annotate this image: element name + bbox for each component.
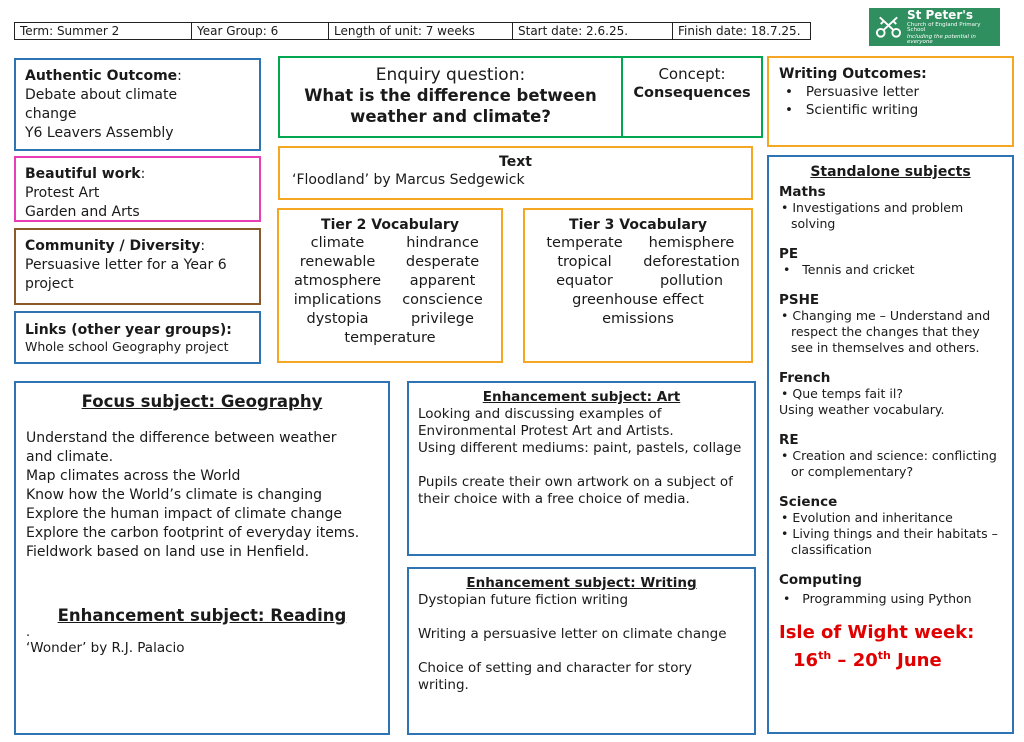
vocab-word: hemisphere — [648, 235, 735, 251]
length-cell: Length of unit: 7 weeks — [329, 23, 513, 39]
focus-subject-box — [14, 381, 390, 735]
maths-label: Maths — [779, 184, 826, 200]
pshe-item-cont: see in themselves and others. — [791, 340, 980, 355]
colon: : — [140, 166, 146, 182]
year-group-cell: Year Group: 6 — [192, 23, 329, 39]
writing-outcome-item: • Persuasive letter — [785, 84, 920, 100]
finish-date-cell: Finish date: 18.7.25. — [678, 24, 801, 38]
re-item: • Creation and science: conflicting — [781, 448, 997, 463]
reading-dot: . — [26, 625, 31, 640]
re-label: RE — [779, 432, 799, 448]
pshe-item: • Changing me – Understand and — [781, 308, 991, 323]
focus-line: Explore the human impact of climate change — [26, 506, 343, 522]
vocab-word: climate — [310, 235, 365, 251]
vocab-word: emissions — [602, 311, 674, 327]
maths-item: • Investigations and problem — [781, 200, 964, 215]
computing-label: Computing — [779, 572, 862, 588]
focus-line: Know how the World’s climate is changing — [26, 487, 323, 503]
art-subject-box — [407, 381, 756, 556]
beautiful-line: Garden and Arts — [25, 204, 140, 220]
science-item: • Evolution and inheritance — [781, 510, 953, 525]
computing-item: • Programming using Python — [783, 591, 972, 606]
links-box — [14, 311, 261, 364]
vocab-word: desperate — [405, 254, 480, 270]
concept-value: Consequences — [633, 85, 751, 101]
standalone-title: Standalone subjects — [810, 164, 971, 180]
tier3-vocabulary-box — [523, 208, 753, 363]
science-item-cont: classification — [791, 542, 872, 557]
vocab-word: privilege — [411, 311, 474, 327]
authentic-line: change — [25, 106, 77, 122]
reading-title: Enhancement subject: Reading — [57, 606, 347, 625]
authentic-line: Debate about climate — [25, 87, 178, 103]
concept-box — [621, 56, 763, 138]
art-line: Using different mediums: paint, pastels, collage — [418, 440, 742, 456]
vocab-word: equator — [556, 273, 613, 289]
writing-line: writing. — [418, 677, 469, 693]
writing-subject-box — [407, 567, 756, 735]
vocab-word: apparent — [409, 273, 476, 289]
vocab-word: dystopia — [306, 311, 369, 327]
text-value: ‘Floodland’ by Marcus Sedgewick — [292, 172, 525, 188]
art-line: their choice with a free choice of media. — [418, 491, 690, 507]
isle-of-wight-heading: Isle of Wight week: — [779, 622, 975, 643]
beautiful-work-label: Beautiful work — [25, 166, 141, 182]
tier2-label: Tier 2 Vocabulary — [321, 217, 459, 233]
focus-line: Explore the carbon footprint of everyday items. — [26, 525, 360, 541]
vocab-word: pollution — [659, 273, 724, 289]
links-label: Links (other year groups): — [25, 322, 232, 338]
focus-title: Focus subject: Geography — [81, 392, 323, 411]
links-text: Whole school Geography project — [25, 339, 229, 354]
vocab-word: greenhouse effect — [572, 292, 704, 308]
start-date-cell: Start date: 2.6.25. — [513, 23, 673, 39]
art-title: Enhancement subject: Art — [482, 389, 681, 405]
focus-line: and climate. — [26, 449, 114, 465]
art-line: Pupils create their own artwork on a subject of — [418, 474, 733, 490]
vocab-word: tropical — [557, 254, 612, 270]
french-item: • Que temps fait il? — [781, 386, 903, 401]
writing-line: Writing a persuasive letter on climate change — [418, 626, 727, 642]
art-line: Environmental Protest Art and Artists. — [418, 423, 674, 439]
enquiry-question-line: weather and climate? — [350, 107, 551, 126]
beautiful-work-box — [14, 156, 261, 222]
vocab-word: renewable — [299, 254, 376, 270]
french-label: French — [779, 370, 831, 386]
community-line: Persuasive letter for a Year 6 — [25, 257, 227, 273]
reading-value: ‘Wonder’ by R.J. Palacio — [26, 640, 185, 656]
community-diversity-box — [14, 228, 261, 305]
text-box — [278, 146, 753, 200]
standalone-subjects-box — [767, 155, 1014, 734]
logo-name: St Peter's — [906, 7, 974, 22]
keys-icon — [874, 14, 903, 40]
logo-tagline: Including the potential in everyone — [906, 33, 976, 45]
writing-line: Dystopian future fiction writing — [418, 592, 629, 608]
writing-outcomes-label: Writing Outcomes: — [779, 66, 927, 82]
colon: : — [200, 238, 206, 254]
pe-item: • Tennis and cricket — [783, 262, 915, 277]
vocab-word: deforestation — [643, 254, 740, 270]
vocab-word: hindrance — [406, 235, 479, 251]
beautiful-line: Protest Art — [25, 185, 100, 201]
logo-subtitle: Church of England Primary School — [906, 21, 981, 33]
writing-outcomes-box — [767, 56, 1014, 147]
writing-title: Enhancement subject: Writing — [466, 575, 697, 591]
enquiry-question-line: What is the difference between — [304, 86, 597, 105]
maths-item-cont: solving — [791, 216, 836, 231]
focus-line: Understand the difference between weather — [26, 430, 337, 446]
vocab-word: implications — [293, 292, 382, 308]
vocab-word: atmosphere — [294, 273, 381, 289]
authentic-line: Y6 Leavers Assembly — [25, 125, 174, 141]
vocab-word: temperate — [546, 235, 623, 251]
unit-header-strip — [14, 22, 811, 40]
enquiry-question-box — [278, 56, 623, 138]
pe-label: PE — [779, 246, 799, 262]
vocab-word: conscience — [402, 292, 483, 308]
enquiry-label: Enquiry question: — [375, 65, 526, 85]
pshe-label: PSHE — [779, 292, 820, 308]
focus-line: Map climates across the World — [26, 468, 241, 484]
authentic-outcome-box — [14, 58, 261, 151]
concept-label: Concept: — [658, 65, 726, 83]
science-label: Science — [779, 494, 838, 510]
pshe-item-cont: respect the changes that they — [791, 324, 980, 339]
science-item: • Living things and their habitats – — [781, 526, 998, 541]
focus-line: Fieldwork based on land use in Henfield. — [26, 544, 310, 560]
tier2-vocabulary-box — [277, 208, 503, 363]
community-label: Community / Diversity — [25, 238, 201, 254]
french-extra: Using weather vocabulary. — [779, 402, 945, 417]
writing-outcome-item: • Scientific writing — [785, 102, 919, 118]
colon: : — [177, 68, 182, 84]
isle-of-wight-dates: 16th – 20th June — [793, 649, 942, 671]
re-item-cont: or complementary? — [791, 464, 914, 479]
term-cell: Term: Summer 2 — [15, 23, 192, 39]
vocab-word: temperature — [344, 330, 436, 346]
authentic-outcome-label: Authentic Outcome — [25, 68, 178, 84]
text-label: Text — [499, 154, 532, 170]
school-logo — [869, 8, 1000, 46]
tier3-label: Tier 3 Vocabulary — [569, 217, 707, 233]
art-line: Looking and discussing examples of — [418, 406, 662, 422]
community-line: project — [25, 276, 74, 292]
writing-line: Choice of setting and character for story — [418, 660, 693, 676]
